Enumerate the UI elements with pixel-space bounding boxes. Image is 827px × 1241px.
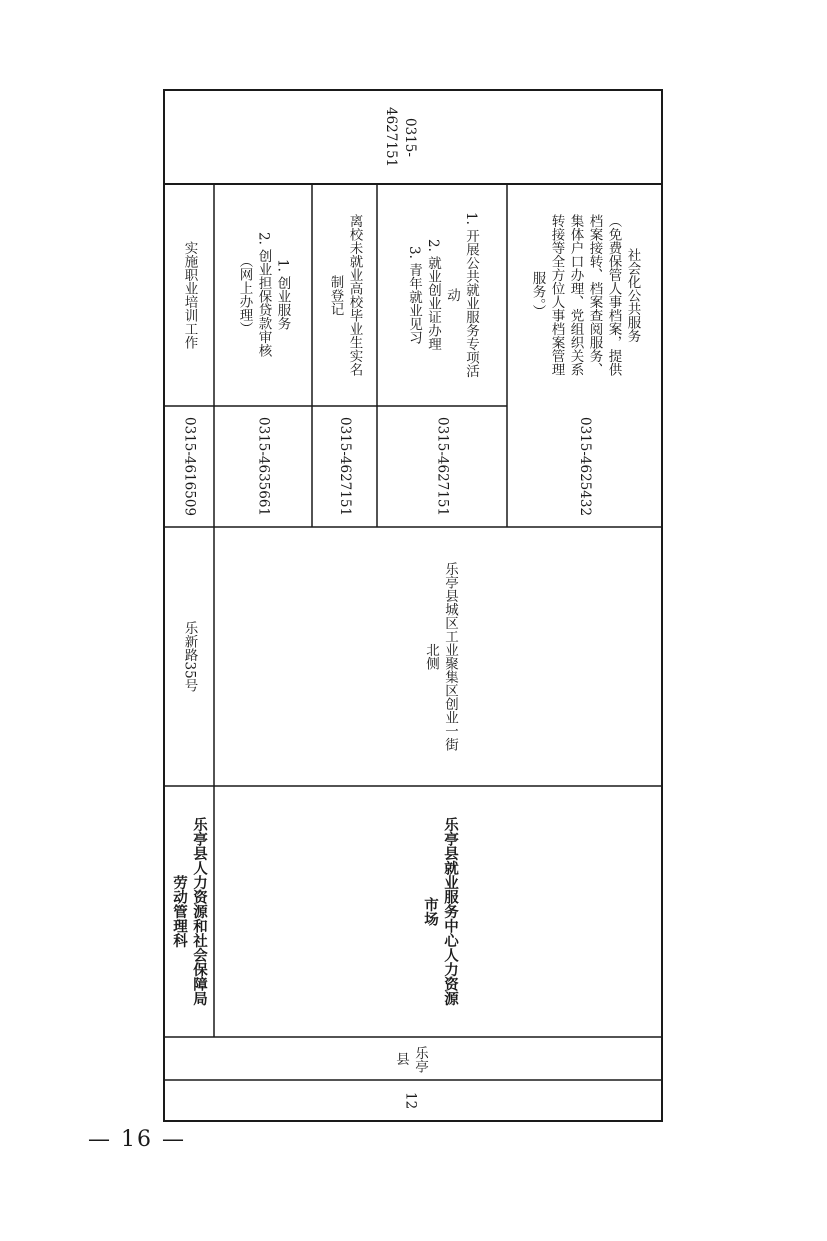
subrow3-phone: 0315-4627151	[434, 416, 451, 517]
row2-phone: 0315-4616509	[181, 416, 198, 517]
row2-address: 乐新路35号	[181, 620, 198, 693]
page-number: — 16 —	[88, 1127, 186, 1152]
row2-service: 实施职业培训工作	[181, 241, 198, 349]
subrow3-service: 1. 开展公共就业服务专项活 动 2. 就业创业证办理 3. 青年就业见习	[406, 212, 479, 378]
subrow1-phone: 0315-4635661	[255, 416, 272, 517]
subrow4-phone: 0315-4625432	[577, 416, 593, 517]
subrow1-service: 1. 创业服务 2. 创业担保贷款审核 （网上办理）	[236, 232, 291, 358]
row2-department: 乐亭县人力资源和社会保障局 劳动管理科	[171, 817, 207, 1006]
row-index: 12	[402, 1091, 419, 1110]
subrow2-phone: 0315-4627151	[337, 416, 353, 517]
row1-phone: 0315- 4627151	[383, 106, 418, 168]
county-name: 乐亭 县	[393, 1045, 428, 1073]
row3-address: 乐亭县城区工业聚集区创业一街 北侧	[423, 562, 458, 751]
subrow4-service: 社会化公共服务 （免费保管人事档案，提供 档案接转、档案查阅服务、 集体户口办理、党组织关系 转接等全方位人事档案管理 服务。）	[529, 214, 641, 376]
row3-department: 乐亭县就业服务中心人力资源 市场	[422, 817, 458, 1006]
subrow2-service: 离校未就业高校毕业生实名 制登记	[327, 214, 363, 376]
